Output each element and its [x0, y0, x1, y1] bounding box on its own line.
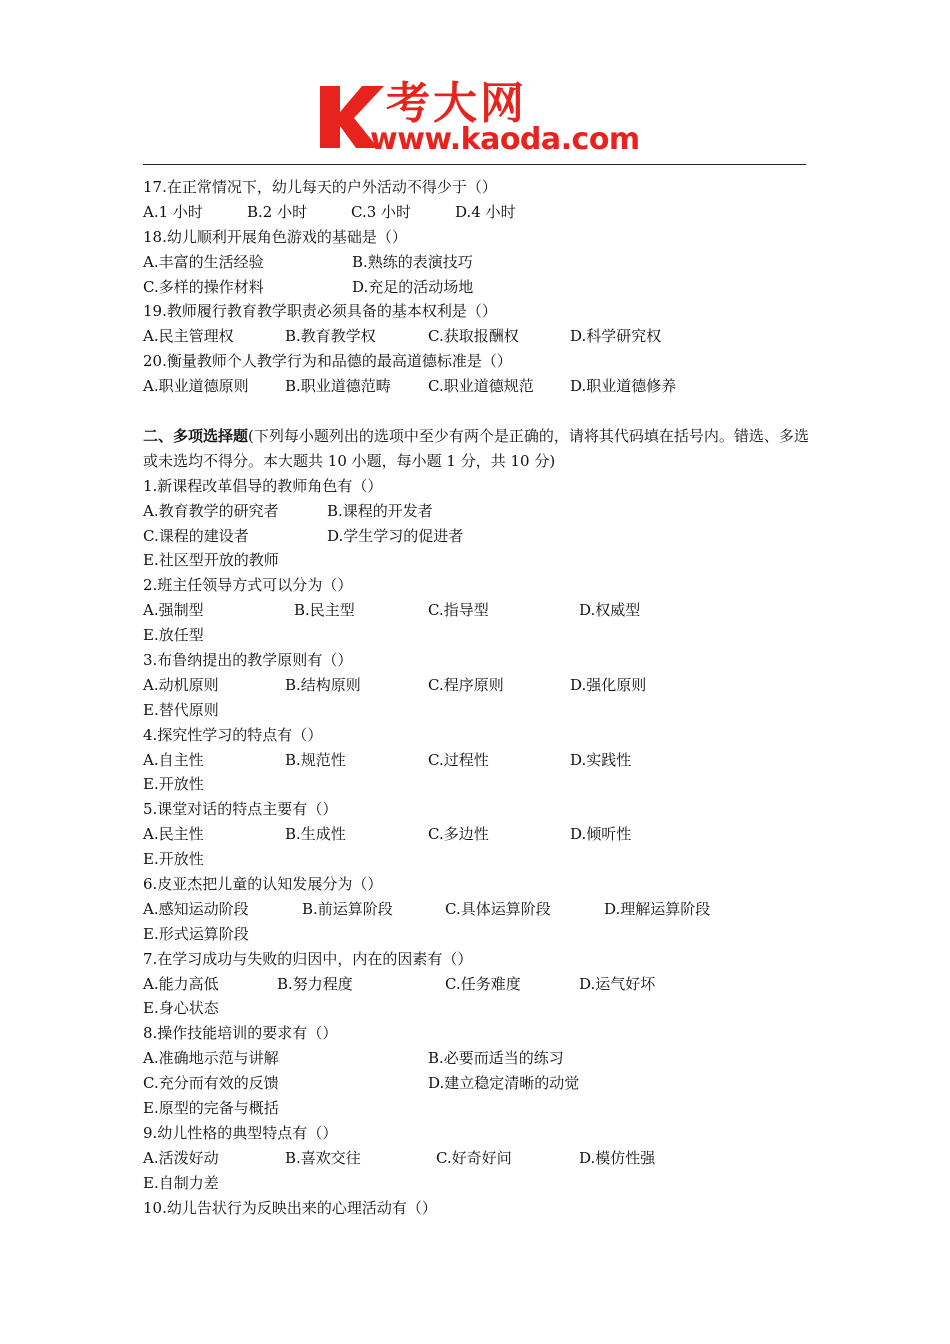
option-text: C.职业道德规范 — [428, 377, 534, 396]
option-text: B.民主型 — [294, 601, 355, 620]
option-row — [143, 250, 813, 275]
spacer — [143, 399, 813, 424]
option-text: B.努力程度 — [277, 974, 353, 993]
option-text: C.多样的操作材料 — [143, 277, 264, 296]
question-stem: 17.在正常情况下，幼儿每天的户外活动不得少于（） — [143, 178, 497, 196]
option-text: C.多边性 — [428, 825, 489, 844]
option-row — [143, 324, 813, 349]
option-text: B.教育教学权 — [285, 327, 376, 346]
option-text: C.指导型 — [428, 601, 489, 620]
option-text: D.充足的活动场地 — [352, 277, 474, 296]
question-stem: 10.幼儿告状行为反映出来的心理活动有（） — [143, 1198, 437, 1217]
option-row — [143, 598, 813, 623]
option-text: C.获取报酬权 — [428, 327, 519, 346]
option-text: C.过程性 — [428, 750, 489, 769]
option-text: E.开放性 — [143, 775, 204, 794]
exam-content — [143, 175, 813, 1220]
option-text: E.放任型 — [143, 626, 204, 645]
option-text: C.任务难度 — [445, 974, 521, 993]
logo-chinese-name: 考大网 — [386, 78, 527, 129]
option-text: B.生成性 — [285, 825, 346, 844]
option-row — [143, 772, 813, 797]
option-text: B.熟练的表演技巧 — [352, 252, 473, 271]
option-text: B.规范性 — [285, 750, 346, 769]
option-row — [143, 374, 813, 399]
option-text: A.强制型 — [143, 601, 204, 620]
option-text: D.强化原则 — [570, 675, 647, 694]
option-text: E.社区型开放的教师 — [143, 551, 279, 570]
option-text: D.学生学习的促进者 — [327, 526, 464, 545]
option-text: B.前运算阶段 — [302, 899, 393, 918]
option-text: C.充分而有效的反馈 — [143, 1074, 279, 1093]
question-stem: 6.皮亚杰把儿童的认知发展分为（） — [143, 874, 383, 893]
option-text: D.科学研究权 — [570, 327, 662, 346]
header-rule — [143, 164, 806, 165]
option-text: D.理解运算阶段 — [604, 899, 711, 918]
option-text: B.必要而适当的练习 — [428, 1049, 564, 1068]
section-instructions: (下列每小题列出的选项中至少有两个是正确的，请将其代码填在括号内。错选、多选或未选均不得分。本大题共 10 小题，每小题 1 分，共 10 分) — [143, 426, 809, 470]
option-row — [143, 822, 813, 847]
section-heading — [143, 424, 811, 474]
option-text: C.具体运算阶段 — [445, 899, 551, 918]
option-text: D.模仿性强 — [579, 1148, 656, 1167]
option-text: C.课程的建设者 — [143, 526, 249, 545]
option-row — [143, 847, 813, 872]
option-text: A.动机原则 — [143, 675, 219, 694]
option-text: B.2 小时 — [247, 202, 308, 221]
option-text: D.实践性 — [570, 750, 632, 769]
option-row — [143, 673, 813, 698]
logo-url: www.kaoda.com — [370, 122, 640, 157]
option-row — [143, 524, 813, 549]
question-stem: 4.探究性学习的特点有（） — [143, 725, 323, 744]
option-text: E.原型的完备与概括 — [143, 1098, 279, 1117]
option-text: A.准确地示范与讲解 — [143, 1049, 279, 1068]
option-row — [143, 275, 813, 300]
option-row — [143, 499, 813, 524]
question-stem: 5.课堂对话的特点主要有（） — [143, 800, 338, 819]
option-text: E.自制力差 — [143, 1173, 219, 1192]
question-stem: 18.幼儿顺利开展角色游戏的基础是（） — [143, 227, 407, 246]
section-title: 二、多项选择题 — [143, 426, 249, 445]
option-text: D.建立稳定清晰的动觉 — [428, 1074, 580, 1093]
option-text: E.身心状态 — [143, 999, 219, 1018]
option-text: A.1 小时 — [143, 202, 203, 221]
option-text: A.丰富的生活经验 — [143, 252, 264, 271]
option-text: A.活泼好动 — [143, 1148, 219, 1167]
option-text: A.民主管理权 — [143, 327, 234, 346]
question-stem: 8.操作技能培训的要求有（） — [143, 1024, 338, 1043]
option-row — [143, 623, 813, 648]
question-stem: 2.班主任领导方式可以分为（） — [143, 576, 353, 595]
option-row — [143, 897, 813, 922]
option-row — [143, 922, 813, 947]
option-row — [143, 748, 813, 773]
option-text: B.喜欢交往 — [285, 1148, 361, 1167]
option-text: C.3 小时 — [351, 202, 412, 221]
option-text: D.权威型 — [579, 601, 641, 620]
option-text: B.课程的开发者 — [327, 501, 433, 520]
option-row — [143, 972, 813, 997]
option-row — [143, 1046, 813, 1071]
option-row — [143, 996, 813, 1021]
option-text: A.教育教学的研究者 — [143, 501, 279, 520]
option-row — [143, 1171, 813, 1196]
option-text: D.职业道德修养 — [570, 377, 677, 396]
kaoda-logo — [318, 78, 640, 160]
option-text: E.开放性 — [143, 850, 204, 869]
option-text: D.4 小时 — [455, 202, 516, 221]
option-text: E.形式运算阶段 — [143, 924, 249, 943]
question-stem: 20.衡量教师个人教学行为和品德的最高道德标准是（） — [143, 352, 512, 371]
option-text: A.能力高低 — [143, 974, 219, 993]
question-stem: 9.幼儿性格的典型特点有（） — [143, 1123, 338, 1142]
option-text: D.运气好坏 — [579, 974, 656, 993]
option-row — [143, 200, 813, 225]
question-stem: 1.新课程改革倡导的教师角色有（） — [143, 476, 383, 495]
option-text: B.结构原则 — [285, 675, 361, 694]
option-row — [143, 1096, 813, 1121]
option-row — [143, 1071, 813, 1096]
option-text: B.职业道德范畴 — [285, 377, 391, 396]
question-stem: 3.布鲁纳提出的教学原则有（） — [143, 650, 353, 669]
option-row — [143, 698, 813, 723]
option-text: A.职业道德原则 — [143, 377, 249, 396]
question-stem: 7.在学习成功与失败的归因中，内在的因素有（） — [143, 949, 473, 968]
option-row — [143, 548, 813, 573]
option-text: C.程序原则 — [428, 675, 504, 694]
option-text: C.好奇好问 — [436, 1148, 512, 1167]
option-text: A.感知运动阶段 — [143, 899, 249, 918]
question-stem: 19.教师履行教育教学职责必须具备的基本权利是（） — [143, 302, 497, 321]
option-row — [143, 1146, 813, 1171]
option-text: D.倾听性 — [570, 825, 632, 844]
option-text: A.自主性 — [143, 750, 204, 769]
option-text: E.替代原则 — [143, 700, 219, 719]
option-text: A.民主性 — [143, 825, 204, 844]
